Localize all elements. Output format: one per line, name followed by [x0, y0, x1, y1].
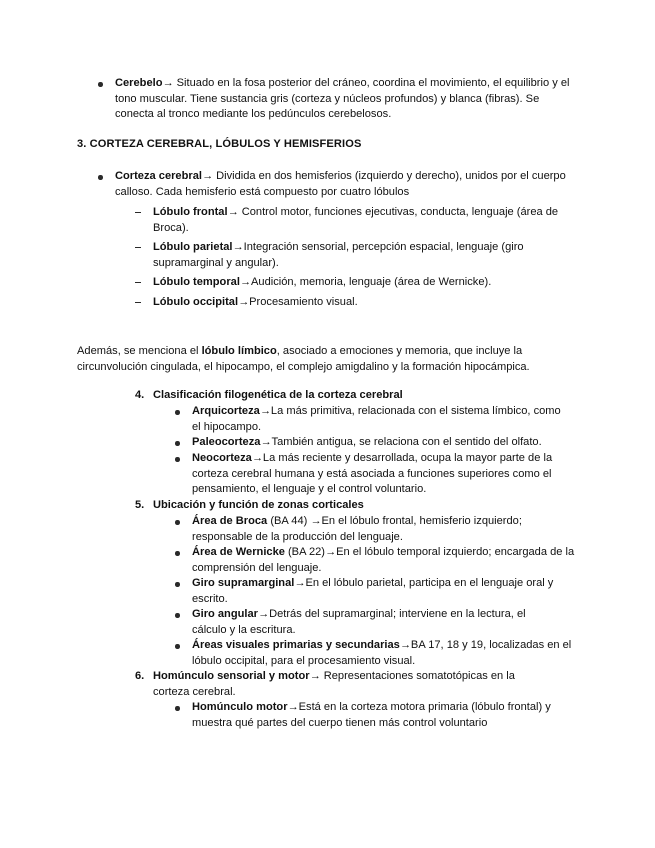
homunculo-paragraph	[153, 669, 553, 700]
section-heading: 3. CORTEZA CEREBRAL, LÓBULOS Y HEMISFERIOS	[77, 138, 362, 150]
zona-item	[192, 545, 582, 576]
arrow-glyph: →	[232, 241, 244, 253]
limbico-post: , asociado a emociones y memoria, que incluye la circunvolución cingulada, el hipocampo, el complejo amigdalino y la formación hipocámpica.	[77, 345, 530, 373]
arrow-glyph: →	[309, 670, 321, 682]
arrow-glyph: →	[287, 701, 299, 713]
corteza-text: Dividida en dos hemisferios (izquierdo y derecho), unidos por el cuerpo calloso. Cada hemisferio está compuesto por cuatro lóbulos	[115, 170, 566, 198]
lobulo-term: Lóbulo frontal	[153, 206, 228, 218]
arrow-glyph: →	[325, 546, 337, 558]
list-number: 6.	[135, 670, 145, 682]
zona-item	[192, 607, 562, 638]
zona-text: Detrás del supramarginal; interviene en la lectura, el cálculo y la escritura.	[192, 608, 526, 636]
lobulo-term: Lóbulo occipital	[153, 296, 239, 308]
arrow-glyph: →	[260, 436, 272, 448]
homunculo-item-text: Está en la corteza motora primaria (lóbulo frontal) y muestra qué partes del cuerpo tienen más control voluntario	[192, 701, 551, 729]
limbico-paragraph	[77, 344, 563, 375]
filogenetica-term: Neocorteza	[192, 452, 252, 464]
corteza-term: Corteza cerebral	[115, 170, 202, 182]
limbico-term: lóbulo límbico	[201, 345, 277, 357]
arrow-glyph: →	[227, 206, 239, 218]
arrow-glyph: →	[238, 296, 250, 308]
bullet-dot	[175, 457, 180, 462]
zona-ba: (BA 44)	[267, 515, 311, 527]
lobulo-text: Control motor, funciones ejecutivas, conducta, lenguaje (área de Broca).	[153, 206, 559, 234]
zona-term: Giro angular	[192, 608, 258, 620]
bullet-dot	[98, 175, 103, 180]
homunculo-title: Homúnculo sensorial y motor	[153, 670, 310, 682]
zona-term: Áreas visuales primarias y secundarias	[192, 639, 400, 651]
bullet-dot	[175, 520, 180, 525]
arrow-glyph: →	[162, 77, 174, 89]
lobulo-text: Procesamiento visual.	[249, 296, 358, 308]
bullet-dot	[175, 410, 180, 415]
dash-bullet	[135, 212, 141, 213]
zona-text: BA 17, 18 y 19, localizadas en el lóbulo occipital, para el procesamiento visual.	[192, 639, 572, 667]
zona-item	[192, 638, 586, 669]
bullet-dot	[98, 82, 103, 87]
bullet-dot	[175, 582, 180, 587]
bullet-dot	[175, 613, 180, 618]
lobulo-item	[153, 275, 593, 291]
lobulo-item	[153, 240, 553, 271]
arrow-glyph: →	[259, 405, 271, 417]
filogenetica-text: También antigua, se relaciona con el sentido del olfato.	[271, 436, 542, 448]
arrow-glyph: →	[257, 608, 270, 620]
list-number: 5.	[135, 499, 145, 511]
lobulo-term: Lóbulo temporal	[153, 276, 240, 288]
corteza-paragraph	[115, 169, 587, 200]
lobulo-item	[153, 205, 573, 236]
arrow-glyph: →	[251, 452, 263, 464]
zona-term: Giro supramarginal	[192, 577, 295, 589]
filogenetica-item	[192, 435, 582, 451]
dash-bullet	[135, 282, 141, 283]
arrow-glyph: →	[201, 170, 214, 182]
filogenetica-term: Arquicorteza	[192, 405, 260, 417]
bullet-dot	[175, 644, 180, 649]
zona-term: Área de Wernicke	[192, 546, 285, 558]
lobulo-text: Integración sensorial, percepción espacial, lenguaje (giro supramarginal y angular).	[153, 241, 524, 269]
arrow-glyph: →	[399, 639, 411, 651]
bullet-dot	[175, 706, 180, 711]
filogenetica-item	[192, 451, 583, 498]
filogenetica-term: Paleocorteza	[192, 436, 261, 448]
zona-term: Área de Broca	[192, 515, 268, 527]
zona-text: En el lóbulo parietal, participa en el lenguaje oral y escrito.	[192, 577, 554, 605]
filogenetica-text: La más reciente y desarrollada, ocupa la mayor parte de la corteza cerebral humana y está asociada a funciones superiores como el pensamiento, el lenguaje y el control voluntario.	[192, 452, 553, 496]
dash-bullet	[135, 302, 141, 303]
homunculo-text: Representaciones somatotópicas en la corteza cerebral.	[153, 670, 515, 698]
cerebelo-term: Cerebelo	[115, 77, 163, 89]
zona-text: En el lóbulo frontal, hemisferio izquierdo; responsable de la producción del lenguaje.	[192, 515, 522, 543]
zona-item	[192, 514, 557, 545]
arrow-glyph: →	[294, 577, 306, 589]
arrow-glyph: →	[239, 276, 251, 288]
arrow-glyph: →	[310, 515, 322, 527]
item-title: Ubicación y función de zonas corticales	[153, 499, 364, 511]
lobulo-term: Lóbulo parietal	[153, 241, 233, 253]
filogenetica-item	[192, 404, 562, 435]
limbico-pre: Además, se menciona el	[77, 345, 202, 357]
cerebelo-text: Situado en la fosa posterior del cráneo, coordina el movimiento, el equilibrio y el tono muscular. Tiene sustancia gris (corteza y núcleos profundos) y blanca (fibras). Se conecta al tronco mediante los pedúnculos cerebelosos.	[115, 77, 570, 121]
homunculo-item	[192, 700, 588, 731]
lobulo-text: Audición, memoria, lenguaje (área de Wernicke).	[251, 276, 492, 288]
list-number: 4.	[135, 389, 145, 401]
bullet-dot	[175, 551, 180, 556]
homunculo-term: Homúnculo motor	[192, 701, 288, 713]
zona-ba: (BA 22)	[284, 546, 325, 558]
item-title: Clasificación filogenética de la corteza cerebral	[153, 389, 403, 401]
lobulo-item	[153, 295, 593, 311]
zona-text: En el lóbulo temporal izquierdo; encargada de la comprensión del lenguaje.	[192, 546, 575, 574]
cerebelo-paragraph	[115, 76, 581, 123]
dash-bullet	[135, 247, 141, 248]
filogenetica-text: La más primitiva, relacionada con el sistema límbico, como el hipocampo.	[192, 405, 561, 433]
zona-item	[192, 576, 588, 607]
bullet-dot	[175, 441, 180, 446]
